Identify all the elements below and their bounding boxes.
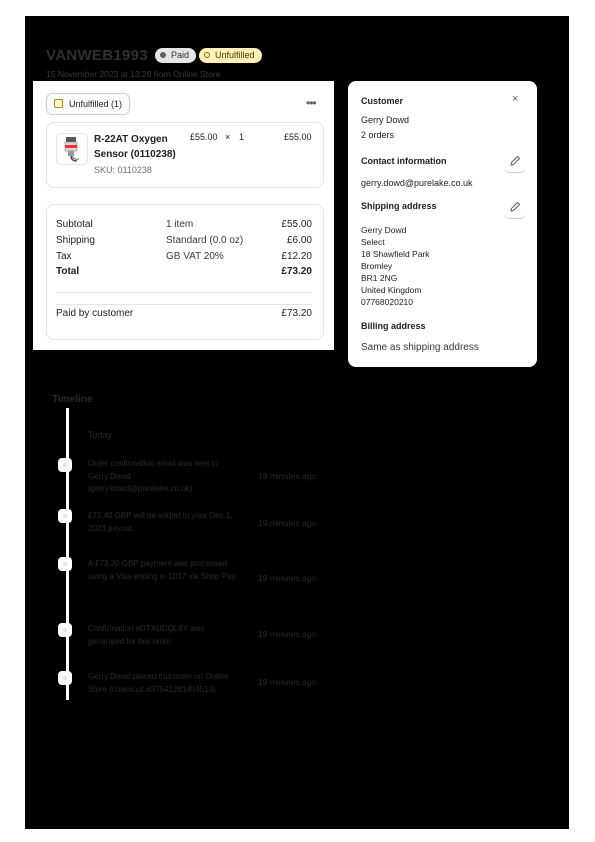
paid-amount: £73.20	[281, 308, 312, 319]
timeline-event-time[interactable]: 19 minutes ago	[258, 629, 317, 639]
unfulfilled-ring-icon	[204, 52, 210, 58]
summary-divider	[56, 292, 312, 293]
unfulfilled-badge	[199, 48, 262, 63]
timeline-event-text: Gerry Dowd placed this order on Online Store (checkout #37541281454513).	[88, 672, 229, 694]
product-thumbnail[interactable]	[56, 133, 88, 165]
address-line: Select	[361, 237, 385, 247]
item-sku: SKU: 0110238	[94, 165, 152, 175]
summary-label: Total	[56, 266, 80, 277]
timeline-title: Timeline	[52, 394, 93, 405]
summary-label: Subtotal	[56, 219, 93, 230]
shipping-address	[361, 224, 430, 308]
timeline-line	[66, 408, 69, 700]
customer-email[interactable]: gerry.dowd@purelake.co.uk	[361, 178, 473, 188]
address-line: 18 Shawfield Park	[361, 249, 430, 259]
pencil-icon	[509, 155, 521, 167]
edit-contact-button[interactable]	[504, 150, 526, 173]
multiply-sign: ×	[225, 132, 231, 142]
shipping-address-title: Shipping address	[361, 201, 437, 211]
more-actions-button[interactable]: •••	[306, 96, 316, 110]
unfulfilled-status-pill	[46, 93, 130, 115]
item-name[interactable]: R-22AT Oxygen Sensor (0110238)	[94, 134, 176, 160]
edit-shipping-button[interactable]	[504, 196, 526, 219]
timeline-event-text: £71.40 GBP will be added to your Dec 1, 2023 payout.	[88, 511, 233, 533]
item-quantity: 1	[239, 132, 245, 142]
summary-row-shipping	[56, 234, 312, 248]
unfulfilled-badge-label: Unfulfilled	[215, 50, 255, 60]
billing-address-text: Same as shipping address	[361, 342, 479, 353]
timeline-event-text: Confirmation #DTXUDQL8Y was generated for this order.	[88, 624, 205, 646]
summary-label: Tax	[56, 251, 72, 262]
pencil-icon	[509, 201, 521, 213]
timeline-dot-icon	[58, 458, 72, 472]
summary-amount: £6.00	[286, 235, 312, 246]
paid-dot-icon	[160, 52, 166, 58]
timeline-today-label: Today	[88, 430, 113, 440]
item-line-total: £55.00	[284, 132, 312, 142]
summary-detail: 1 item	[166, 219, 194, 230]
summary-amount: £55.00	[281, 219, 312, 230]
summary-row-subtotal	[56, 218, 312, 232]
item-unit-price: £55.00	[190, 132, 218, 142]
unfulfilled-status-label: Unfulfilled (1)	[69, 99, 123, 109]
unfulfilled-box-icon	[54, 99, 63, 108]
oxygen-sensor-image	[57, 134, 87, 164]
summary-row-tax	[56, 250, 312, 264]
timeline-event-time[interactable]: 19 minutes ago	[258, 471, 317, 481]
timeline-event-time[interactable]: 19 minutes ago	[258, 677, 317, 687]
timeline-event-time[interactable]: 19 minutes ago	[258, 518, 317, 528]
address-line: United Kingdom	[361, 285, 422, 295]
customer-name[interactable]: Gerry Dowd	[361, 115, 410, 125]
billing-address-title: Billing address	[361, 321, 426, 331]
summary-detail: GB VAT 20%	[166, 251, 224, 262]
paid-label: Paid by customer	[56, 308, 134, 319]
customer-orders[interactable]: 2 orders	[361, 130, 395, 140]
customer-title: Customer	[361, 96, 404, 106]
timeline-event-text: A £73.20 GBP payment was processed using a Visa ending in 1037 via Shop Pay.	[88, 559, 238, 581]
summary-row-total	[56, 265, 312, 279]
summary-amount: £12.20	[281, 251, 312, 262]
summary-amount: £73.20	[281, 266, 312, 277]
contact-info-title: Contact information	[361, 156, 447, 166]
order-subtitle: 15 November 2023 at 13:28 from Online Store	[46, 69, 221, 79]
order-title: VANWEB1993	[46, 47, 148, 64]
address-line: 07768020210	[361, 297, 414, 307]
address-line: Bromley	[361, 261, 393, 271]
close-icon[interactable]: ×	[512, 93, 519, 105]
paid-badge	[155, 48, 196, 63]
paid-badge-label: Paid	[171, 50, 190, 60]
timeline-event-time[interactable]: 19 minutes ago	[258, 573, 317, 583]
address-line: Gerry Dowd	[361, 225, 407, 235]
address-line: BR1 2NG	[361, 273, 398, 283]
timeline-event-text: Order confirmation email was sent to Gerry Dowd (gerry.dowd@purelake.co.uk).	[88, 459, 219, 493]
timeline-dot-icon	[58, 509, 72, 523]
summary-divider	[56, 304, 312, 305]
timeline-dot-icon	[58, 623, 72, 637]
summary-detail: Standard (0.0 oz)	[166, 235, 244, 246]
timeline-dot-icon	[58, 671, 72, 685]
summary-label: Shipping	[56, 235, 95, 246]
timeline-dot-icon	[58, 557, 72, 571]
summary-row-paid	[56, 307, 312, 321]
